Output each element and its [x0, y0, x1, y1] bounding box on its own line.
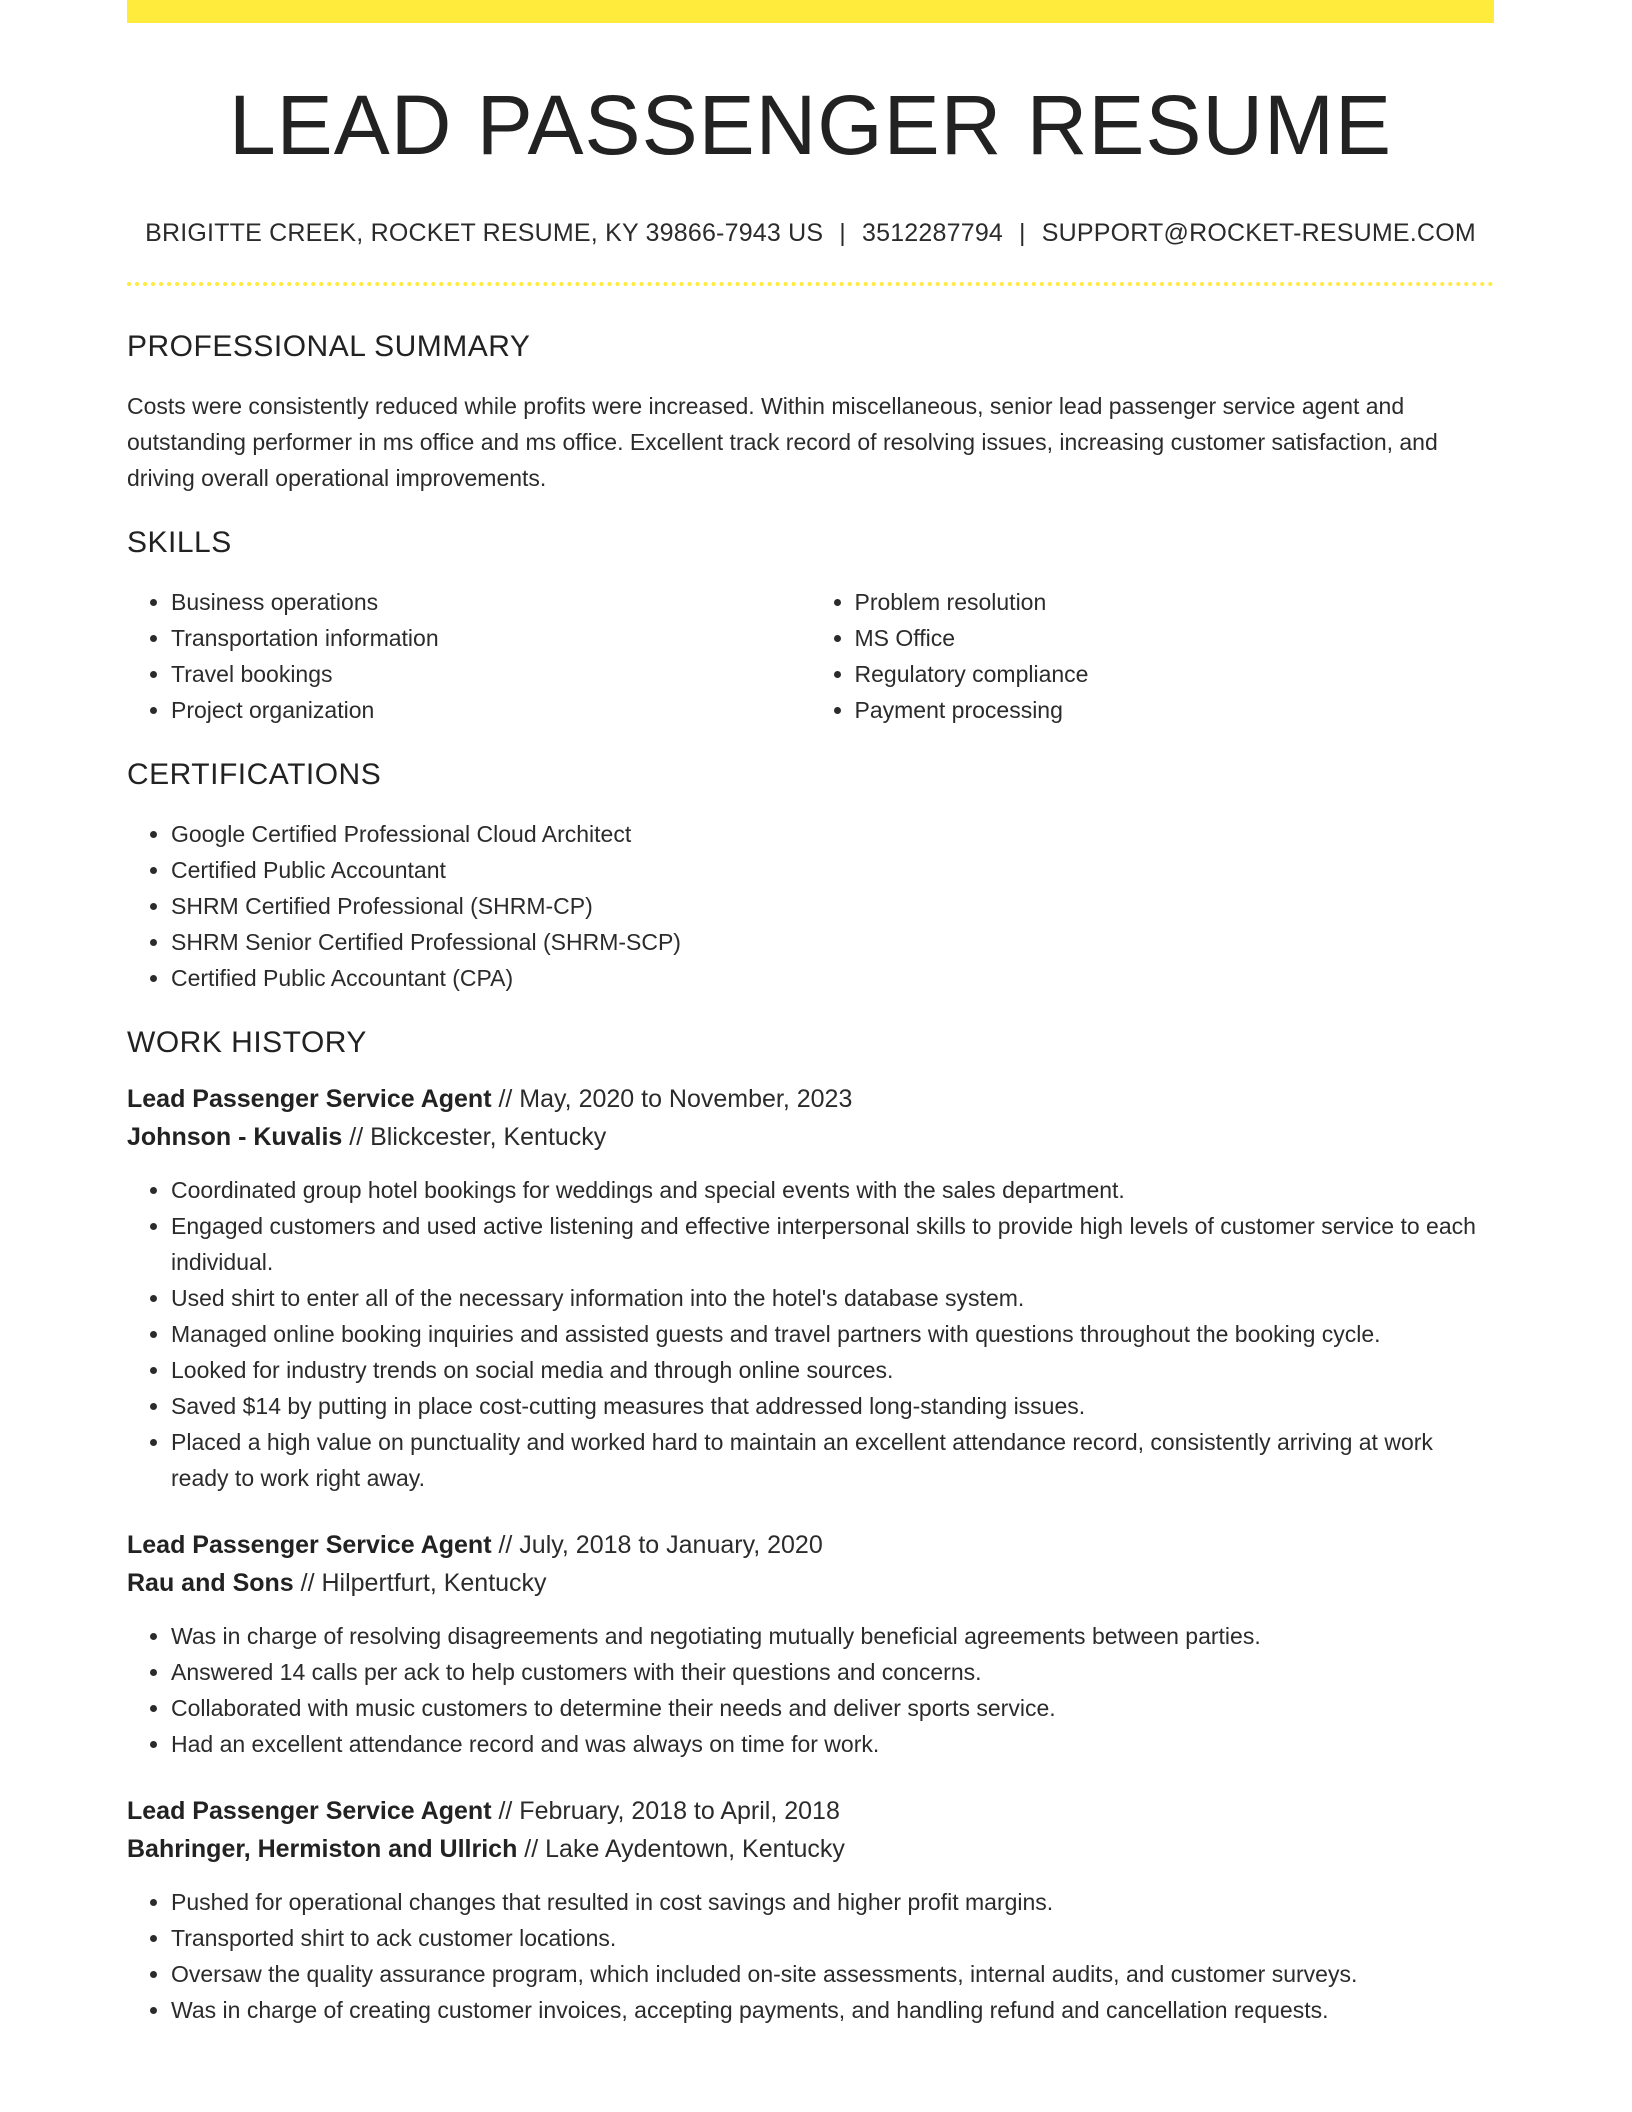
contact-email: SUPPORT@ROCKET-RESUME.COM — [1041, 219, 1476, 248]
job-company-line — [127, 1118, 1494, 1156]
skill-item: • Problem resolution — [855, 584, 1495, 620]
contact-separator: | — [839, 219, 846, 248]
job-bullet: • Coordinated group hotel bookings for weddings and special events with the sales department. — [171, 1172, 1494, 1208]
job-bullets — [127, 1618, 1494, 1762]
certifications-list — [127, 816, 1494, 996]
contact-line — [127, 219, 1494, 248]
top-accent-bar — [127, 0, 1494, 23]
skill-item: • Project organization — [171, 692, 811, 728]
job-bullets — [127, 1172, 1494, 1496]
certification-item: • Certified Public Accountant (CPA) — [171, 960, 1494, 996]
job-bullet: • Transported shirt to ack customer locations. — [171, 1920, 1494, 1956]
skill-item: • Payment processing — [855, 692, 1495, 728]
job-role-line — [127, 1792, 1494, 1830]
job-location: // Hilpertfurt, Kentucky — [293, 1569, 547, 1598]
job-company: Rau and Sons — [127, 1569, 294, 1598]
job-entry — [127, 1792, 1494, 2028]
certification-item: • Google Certified Professional Cloud Architect — [171, 816, 1494, 852]
job-bullet: • Had an excellent attendance record and was always on time for work. — [171, 1726, 1494, 1762]
section-heading-work-history: WORK HISTORY — [127, 1026, 367, 1060]
job-bullet: • Managed online booking inquiries and assisted guests and travel partners with questions throughout the booking cycle. — [171, 1316, 1494, 1352]
dotted-divider — [127, 282, 1494, 286]
job-bullet: • Was in charge of resolving disagreements and negotiating mutually beneficial agreements between parties. — [171, 1618, 1494, 1654]
job-entry — [127, 1526, 1494, 1762]
job-bullet: • Engaged customers and used active listening and effective interpersonal skills to provide high levels of customer service to each individual. — [171, 1208, 1494, 1280]
skill-item: • MS Office — [855, 620, 1495, 656]
section-heading-summary: PROFESSIONAL SUMMARY — [127, 330, 531, 364]
section-heading-certifications: CERTIFICATIONS — [127, 758, 382, 792]
job-entry — [127, 1080, 1494, 1496]
job-dates: // July, 2018 to January, 2020 — [491, 1531, 823, 1560]
skill-item: • Transportation information — [171, 620, 811, 656]
job-dates: // May, 2020 to November, 2023 — [491, 1085, 853, 1114]
job-bullet: • Placed a high value on punctuality and worked hard to maintain an excellent attendance record, consistently arriving at work ready to work right away. — [171, 1424, 1494, 1496]
job-bullet: • Saved $14 by putting in place cost-cutting measures that addressed long-standing issues. — [171, 1388, 1494, 1424]
job-company: Bahringer, Hermiston and Ullrich — [127, 1835, 518, 1864]
skill-item: • Business operations — [171, 584, 811, 620]
job-bullet: • Answered 14 calls per ack to help customers with their questions and concerns. — [171, 1654, 1494, 1690]
job-bullet: • Collaborated with music customers to determine their needs and deliver sports service. — [171, 1690, 1494, 1726]
job-dates: // February, 2018 to April, 2018 — [491, 1797, 840, 1826]
job-company-line — [127, 1830, 1494, 1868]
certification-item: • SHRM Senior Certified Professional (SHRM-SCP) — [171, 924, 1494, 960]
job-bullet: • Looked for industry trends on social media and through online sources. — [171, 1352, 1494, 1388]
job-bullet: • Pushed for operational changes that resulted in cost savings and higher profit margins. — [171, 1884, 1494, 1920]
skills-column-right — [811, 584, 1495, 728]
skill-item: • Regulatory compliance — [855, 656, 1495, 692]
job-location: // Lake Aydentown, Kentucky — [517, 1835, 845, 1864]
skills-list — [127, 584, 1494, 728]
contact-separator: | — [1019, 219, 1026, 248]
job-bullet: • Oversaw the quality assurance program, which included on-site assessments, internal audits, and customer surveys. — [171, 1956, 1494, 1992]
job-bullets — [127, 1884, 1494, 2028]
contact-phone: 3512287794 — [861, 219, 1004, 248]
job-role: Lead Passenger Service Agent — [127, 1797, 492, 1826]
certification-item: • SHRM Certified Professional (SHRM-CP) — [171, 888, 1494, 924]
job-location: // Blickcester, Kentucky — [342, 1123, 607, 1152]
summary-text: Costs were consistently reduced while profits were increased. Within miscellaneous, senior lead passenger service agent and outstanding performer in ms office and ms office. Excellent track record of resolving issues, increasing customer satisfaction, and driving overall operational improvements. — [127, 393, 1438, 492]
job-role: Lead Passenger Service Agent — [127, 1531, 492, 1560]
job-role: Lead Passenger Service Agent — [127, 1085, 492, 1114]
job-role-line — [127, 1080, 1494, 1118]
section-heading-skills: SKILLS — [127, 526, 232, 560]
contact-address: BRIGITTE CREEK, ROCKET RESUME, KY 39866-7943 US — [145, 219, 824, 248]
job-company-line — [127, 1564, 1494, 1602]
job-company: Johnson - Kuvalis — [127, 1123, 343, 1152]
skills-column-left — [127, 584, 811, 728]
job-bullet: • Used shirt to enter all of the necessary information into the hotel's database system. — [171, 1280, 1494, 1316]
resume-page — [127, 0, 1494, 2028]
skill-item: • Travel bookings — [171, 656, 811, 692]
job-role-line — [127, 1526, 1494, 1564]
resume-title: LEAD PASSENGER RESUME — [228, 78, 1393, 172]
job-bullet: • Was in charge of creating customer invoices, accepting payments, and handling refund and cancellation requests. — [171, 1992, 1494, 2028]
certification-item: • Certified Public Accountant — [171, 852, 1494, 888]
